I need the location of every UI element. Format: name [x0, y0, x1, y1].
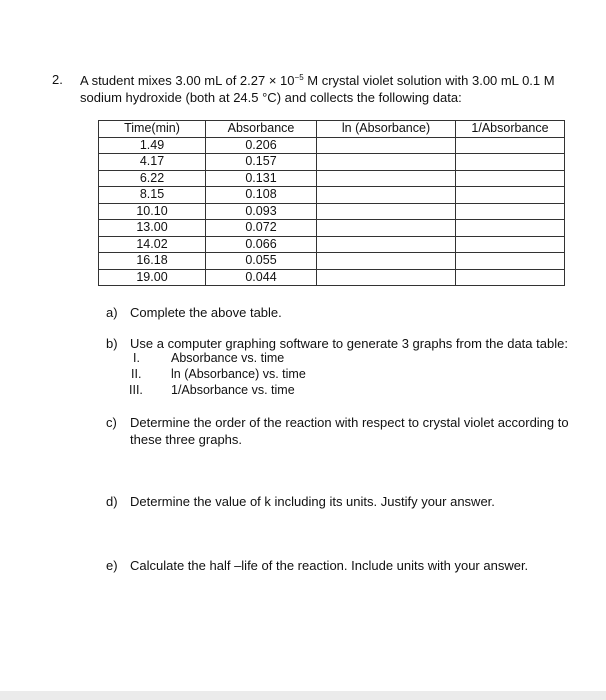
part-c-letter: c) — [106, 415, 117, 430]
cell-ln-absorbance — [317, 220, 456, 237]
cell-time: 6.22 — [99, 170, 206, 187]
part-b-item-1-num: I. — [133, 351, 140, 365]
part-d-letter: d) — [106, 494, 118, 509]
part-e-letter: e) — [106, 558, 118, 573]
part-c-text: Determine the order of the reaction with respect to crystal violet according to these three graphs. — [130, 415, 569, 447]
prompt-text-end: M crystal violet solution with 3.00 mL 0.1 M sodium hydroxide (both at 24.5 °C) and collects the following data: — [80, 73, 555, 105]
table-row — [99, 253, 565, 270]
cell-inverse-absorbance — [456, 170, 565, 187]
cell-time: 10.10 — [99, 203, 206, 220]
cell-time: 8.15 — [99, 187, 206, 204]
cell-ln-absorbance — [317, 236, 456, 253]
prompt-text-start: A student mixes 3.00 mL of 2.27 × 10 — [80, 73, 295, 88]
cell-absorbance: 0.131 — [206, 170, 317, 187]
prompt-exponent: −5 — [294, 73, 304, 82]
cell-inverse-absorbance — [456, 137, 565, 154]
table-row — [99, 154, 565, 171]
part-b-item-2-num: II. — [131, 367, 142, 381]
cell-ln-absorbance — [317, 253, 456, 270]
cell-absorbance: 0.072 — [206, 220, 317, 237]
question-prompt — [80, 72, 590, 106]
cell-inverse-absorbance — [456, 220, 565, 237]
table-header-row — [99, 121, 565, 138]
cell-time: 19.00 — [99, 269, 206, 286]
table-row — [99, 220, 565, 237]
cell-absorbance: 0.108 — [206, 187, 317, 204]
part-b-item-1-text: Absorbance vs. time — [171, 351, 285, 365]
table-row — [99, 203, 565, 220]
cell-absorbance: 0.157 — [206, 154, 317, 171]
cell-absorbance: 0.206 — [206, 137, 317, 154]
cell-ln-absorbance — [317, 137, 456, 154]
cell-time: 13.00 — [99, 220, 206, 237]
data-table — [98, 120, 565, 286]
cell-ln-absorbance — [317, 187, 456, 204]
part-a-letter: a) — [106, 305, 118, 320]
cell-absorbance: 0.093 — [206, 203, 317, 220]
cell-time: 16.18 — [99, 253, 206, 270]
cell-ln-absorbance — [317, 154, 456, 171]
part-b-item-2-text: ln (Absorbance) vs. time — [171, 367, 306, 381]
table-row — [99, 269, 565, 286]
cell-ln-absorbance — [317, 170, 456, 187]
question-number: 2. — [52, 72, 63, 87]
cell-inverse-absorbance — [456, 187, 565, 204]
cell-absorbance: 0.055 — [206, 253, 317, 270]
cell-ln-absorbance — [317, 269, 456, 286]
cell-ln-absorbance — [317, 203, 456, 220]
table-row — [99, 137, 565, 154]
header-absorbance: Absorbance — [206, 121, 317, 138]
header-time: Time(min) — [99, 121, 206, 138]
part-b-text: Use a computer graphing software to generate 3 graphs from the data table: — [130, 336, 568, 351]
part-b-item-3-text: 1/Absorbance vs. time — [171, 383, 295, 397]
cell-time: 4.17 — [99, 154, 206, 171]
part-a-text: Complete the above table. — [130, 305, 282, 320]
cell-time: 1.49 — [99, 137, 206, 154]
table-row — [99, 187, 565, 204]
table-body — [99, 137, 565, 286]
cell-inverse-absorbance — [456, 269, 565, 286]
part-b-letter: b) — [106, 336, 118, 351]
table-row — [99, 170, 565, 187]
part-d-text: Determine the value of k including its units. Justify your answer. — [130, 494, 495, 509]
cell-inverse-absorbance — [456, 203, 565, 220]
cell-inverse-absorbance — [456, 154, 565, 171]
cell-absorbance: 0.066 — [206, 236, 317, 253]
part-e-text: Calculate the half –life of the reaction. Include units with your answer. — [130, 558, 529, 573]
part-b-item-3-num: III. — [129, 383, 143, 397]
page-bottom-edge — [0, 691, 606, 700]
cell-absorbance: 0.044 — [206, 269, 317, 286]
cell-time: 14.02 — [99, 236, 206, 253]
table-row — [99, 236, 565, 253]
header-ln-absorbance: ln (Absorbance) — [317, 121, 456, 138]
cell-inverse-absorbance — [456, 253, 565, 270]
cell-inverse-absorbance — [456, 236, 565, 253]
header-inverse-absorbance: 1/Absorbance — [456, 121, 565, 138]
